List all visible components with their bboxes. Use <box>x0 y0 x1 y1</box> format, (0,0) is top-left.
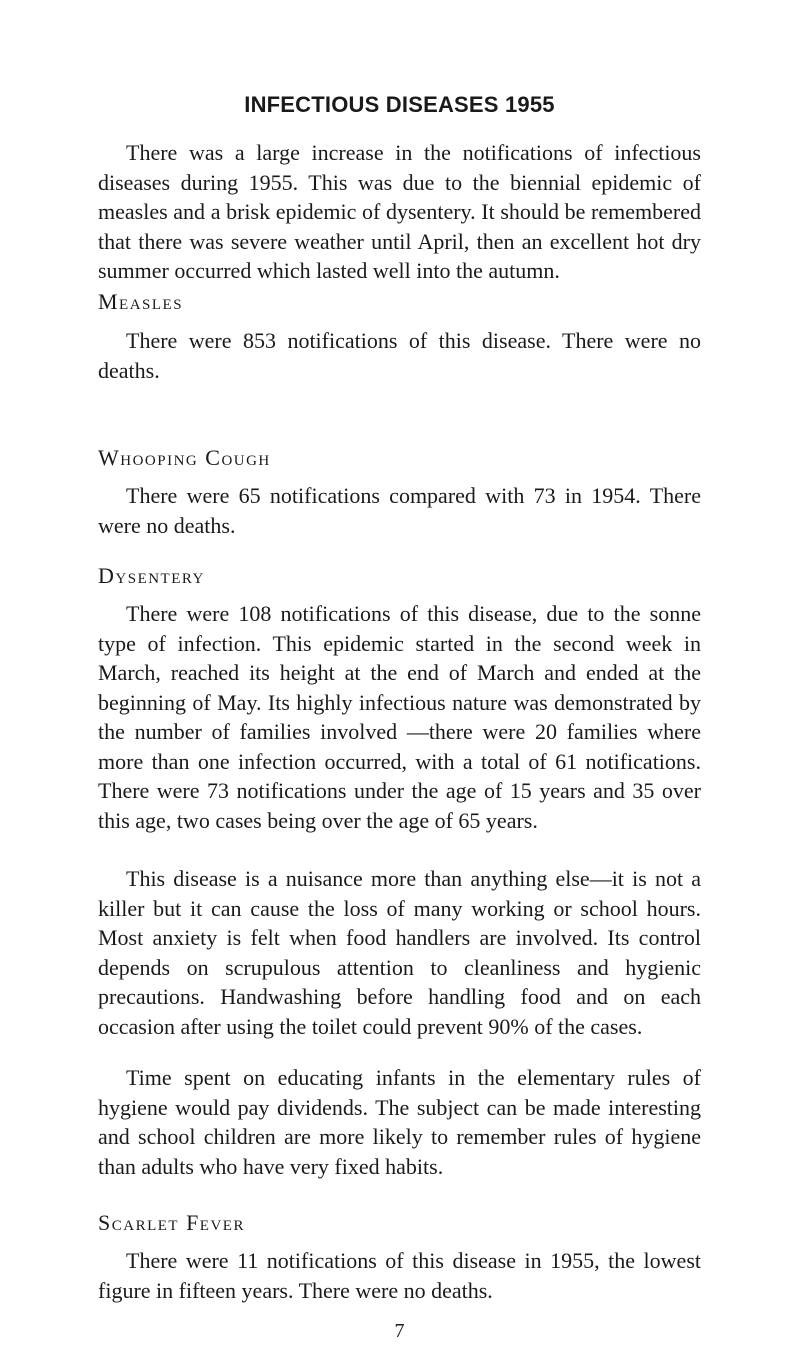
page-number: 7 <box>394 1320 405 1342</box>
page-title: INFECTIOUS DISEASES 1955 <box>244 92 555 117</box>
heading-whooping-cough: Whooping Cough <box>98 445 271 470</box>
dysentery-paragraph-1: There were 108 notifications of this disease, due to the sonne type of infection. This epidemic started in the second week in March, reached its height at the end of March and ended at the beginning of May. Its highly infectious nature was demonstrated by the number of families involved —there were 20 families where more than one infection occurred, with a total of 61 notifications. There were 73 notifications under the age of 15 years and 35 over this age, two cases being over the age of 65 years. <box>98 601 701 833</box>
heading-scarlet-fever: Scarlet Fever <box>98 1210 245 1235</box>
scarlet-fever-paragraph: There were 11 notifications of this disease in 1955, the lowest figure in fifteen years. There were no deaths. <box>98 1248 701 1303</box>
whooping-cough-paragraph: There were 65 notifications compared with 73 in 1954. There were no deaths. <box>98 483 701 538</box>
measles-paragraph: There were 853 notifications of this disease. There were no deaths. <box>98 328 701 383</box>
heading-measles: Measles <box>98 289 184 314</box>
intro-paragraph: There was a large increase in the notifications of infectious diseases during 1955. This was due to the biennial epidemic of measles and a brisk epidemic of dysentery. It should be remembered that there was severe weather until April, then an excellent hot dry summer occurred which lasted well into the autumn. <box>98 140 701 283</box>
heading-dysentery: Dysentery <box>98 563 205 588</box>
dysentery-paragraph-3: Time spent on educating infants in the elementary rules of hygiene would pay dividends. The subject can be made interesting and school children are more likely to remember rules of hygiene than adults who have very fixed habits. <box>98 1065 701 1179</box>
dysentery-paragraph-2: This disease is a nuisance more than anything else—it is not a killer but it can cause the loss of many working or school hours. Most anxiety is felt when food handlers are involved. Its control depends on scrupulous attention to cleanliness and hygienic precautions. Handwashing before handling food and on each occasion after using the toilet could prevent 90% of the cases. <box>98 866 701 1039</box>
